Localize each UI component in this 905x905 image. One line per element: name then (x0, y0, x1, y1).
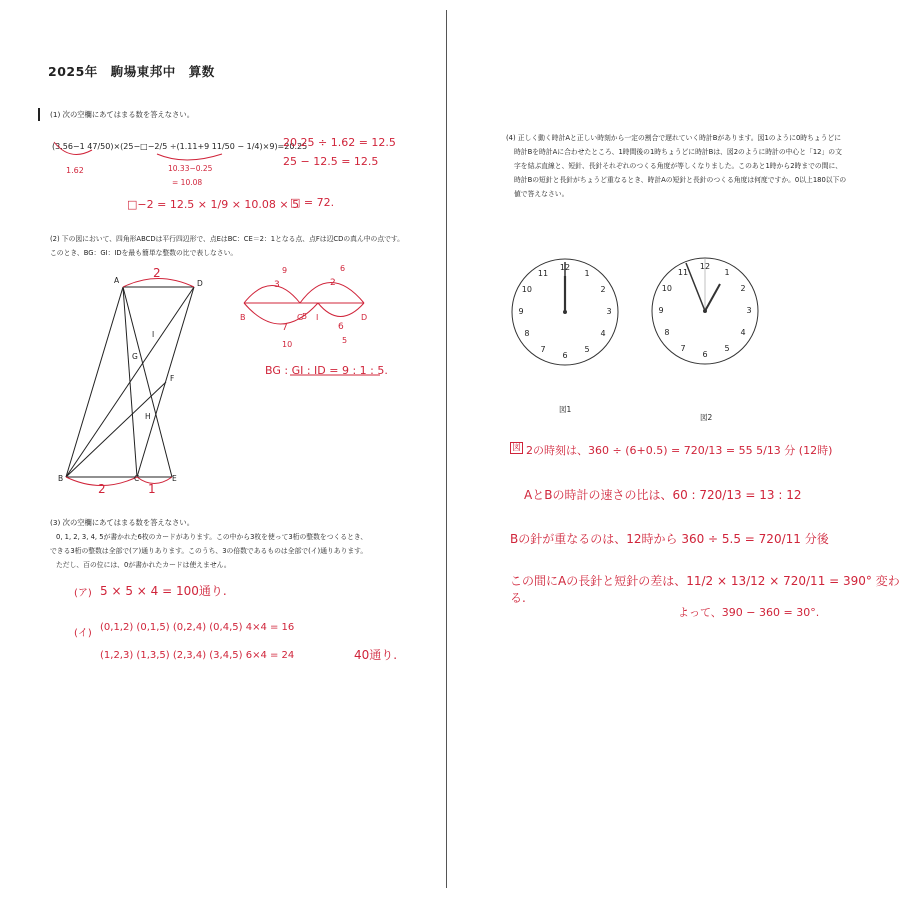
work-under-b: 10.33−0.25 (168, 164, 213, 173)
clock1-numeral: 3 (606, 307, 612, 316)
clock1-numeral: 8 (524, 329, 530, 338)
clock1-numeral: 10 (521, 285, 532, 294)
figure2-label: 図2 (700, 413, 713, 422)
clock1-numeral: 7 (540, 345, 546, 355)
point-f: F (170, 374, 175, 383)
work4-line3: Bの針が重なるのは、12時から 360 ÷ 5.5 = 720/11 分後 (510, 532, 829, 546)
seg-point-b: B (240, 313, 246, 322)
clock2-numeral: 10 (661, 284, 672, 293)
seg-label-3: 6 (340, 264, 346, 273)
work-answer1: □ = 72. (290, 196, 335, 209)
point-c: C (134, 474, 140, 483)
work-b-answer: 40通り. (354, 648, 398, 662)
problem3-text1: 0, 1, 2, 3, 4, 5が書かれた6枚のカードがあります。この中から3枚を使って3桁の整数をつくるとき、 (56, 533, 368, 541)
work-bottom-ce: 1 (148, 482, 156, 496)
clock1-numeral: 9 (518, 307, 524, 316)
work-line3: □−2 = 12.5 × 1/9 × 10.08 × 5 (127, 198, 300, 211)
work4-line5: よって、390 − 360 = 30°. (678, 606, 820, 619)
work-a-label: (ア) (74, 588, 92, 599)
work-line1: 20.25 ÷ 1.62 = 12.5 (283, 136, 396, 149)
problem3-text3: ただし、百の位には、0が書かれたカードは使えません。 (56, 561, 231, 569)
work-top-ad: 2 (153, 266, 161, 280)
work-bottom-bc: 2 (98, 482, 106, 496)
problem4-label: (4) 正しく動く時計Aと正しい時刻から一定の割合で遅れていく時計Bがあります。図1のように0時ちょうどに (506, 134, 842, 142)
clock2-numeral: 2 (740, 284, 746, 293)
seg-label-7: 10 (282, 340, 293, 349)
problem1-expression: (3.56−1 47/50)×(25−□−2/5 ÷(1.11+9 11/50 − 1/4)×9)=20.25 (52, 142, 308, 151)
work-under-a: 1.62 (66, 166, 84, 175)
seg-point-g: G (297, 313, 304, 322)
problem4-text4: 値で答えなさい。 (514, 190, 569, 198)
seg-label-8: 5 (342, 336, 348, 345)
point-a: A (114, 276, 120, 285)
point-d: D (197, 279, 203, 288)
clock1-numeral: 2 (600, 285, 606, 294)
clock2-numeral: 5 (724, 344, 730, 354)
work4-line2: AとBの時計の速さの比は、60 : 720/13 = 13 : 12 (524, 488, 802, 502)
work4-line1: 2の時刻は、360 ÷ (6+0.5) = 720/13 = 55 5/13 分 (12時) (526, 444, 833, 457)
work4-line4: この間にAの長針と短針の差は、11/2 × 13/12 × 720/11 = 390° 変わる. (510, 574, 900, 605)
problem4-text1: 時計Bを時計Aに合わせたところ、1時間後の1時ちょうどに時計Bは、図2のように時計の中心と「12」の文 (514, 148, 842, 156)
work-a-calc: 5 × 5 × 4 = 100通り. (100, 584, 227, 598)
seg-label-1: 9 (282, 266, 288, 275)
work-answer2: BG : GI : ID = 9 : 1 : 5. (265, 364, 388, 377)
clock2-numeral: 8 (664, 328, 670, 337)
work-b-label: (イ) (74, 628, 92, 639)
clock2-numeral: 11 (677, 267, 689, 277)
seg-label-6: 5 (302, 312, 308, 321)
point-g: G (132, 352, 138, 361)
work-b-row2: (1,2,3) (1,3,5) (2,3,4) (3,4,5) 6×4 = 24 (100, 650, 295, 661)
clock1-numeral: 4 (600, 329, 606, 338)
clock2-numeral: 12 (699, 262, 711, 271)
clock2-numeral: 7 (680, 344, 686, 354)
clock1-numeral: 12 (559, 263, 571, 272)
point-e: E (172, 474, 177, 483)
work-under-c: = 10.08 (172, 178, 203, 187)
problem2-label2: このとき、BG：GI：IDを最も簡単な整数の比で表しなさい。 (50, 249, 238, 257)
clock2-numeral: 9 (658, 306, 664, 315)
clock2-numeral: 3 (746, 306, 752, 315)
clock2-numeral: 6 (702, 350, 708, 359)
clock1-numeral: 1 (584, 268, 590, 278)
problem2-label: (2) 下の図において、四角形ABCDは平行四辺形で、点EはBC：CE＝2：1となる点、点Fは辺CDの真ん中の点です。 (50, 235, 404, 243)
clock2-numeral: 1 (724, 267, 730, 277)
clock1-numeral: 11 (537, 268, 549, 278)
seg-label-9: 6 (338, 322, 344, 332)
page-title: 2025年 駒場東邦中 算数 (48, 64, 215, 79)
problem4-text2: 字を結ぶ直線と、短針、長針それぞれのつくる角度が等しくなりました。このあと1時から2時までの間に、 (514, 162, 843, 170)
point-h: H (145, 412, 151, 421)
point-b: B (58, 474, 64, 483)
clock2-numeral: 4 (740, 328, 746, 337)
work-line2: 25 − 12.5 = 12.5 (283, 155, 379, 168)
problem3-label: (3) 次の空欄にあてはまる数を答えなさい。 (50, 518, 194, 527)
clock1-numeral: 6 (562, 351, 568, 360)
seg-label-4: 2 (330, 278, 336, 288)
problem3-text2: できる3桁の整数は全部で(ア)通りあります。このうち、3の倍数であるものは全部で(イ)通りあります。 (50, 547, 368, 555)
problem4-text3: 時計Bの短針と長針がちょうど重なるとき、時計Aの短針と長針のつくる角度は何度ですか。0以上180以下の (514, 176, 847, 184)
point-i: I (152, 330, 155, 339)
seg-label-5: 7 (282, 323, 288, 333)
figure1-label: 図1 (559, 405, 572, 414)
clock1-numeral: 5 (584, 345, 590, 355)
work4-box: 図 (512, 443, 522, 453)
seg-point-i: I (316, 313, 319, 322)
work-b-row1: (0,1,2) (0,1,5) (0,2,4) (0,4,5) 4×4 = 16 (100, 622, 295, 633)
seg-label-2: 3 (274, 280, 280, 290)
seg-point-d: D (361, 313, 368, 322)
problem1-label: (1) 次の空欄にあてはまる数を答えなさい。 (50, 110, 194, 119)
